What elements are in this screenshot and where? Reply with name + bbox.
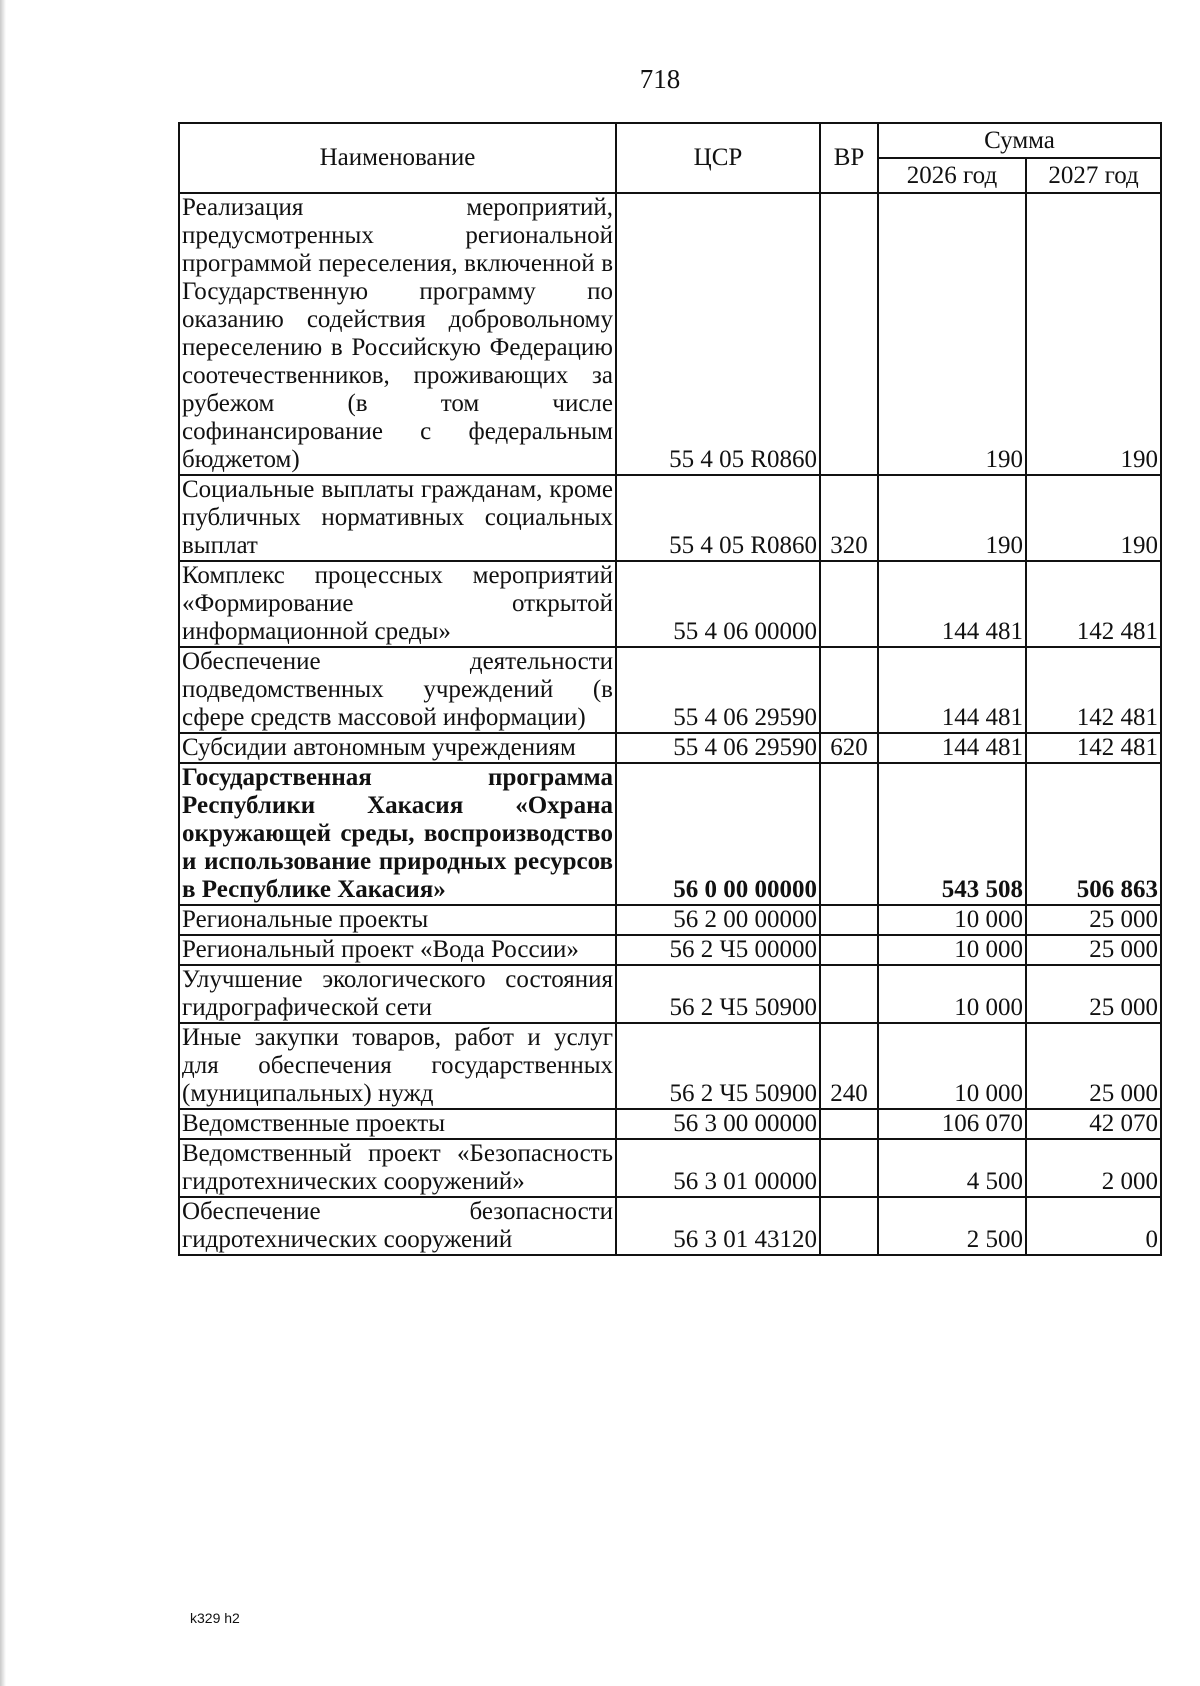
row-name: Комплекс процессных мероприятий «Формирование открытой информационной среды» xyxy=(179,561,616,647)
table-header xyxy=(179,123,1161,193)
row-sum-2027: 190 xyxy=(1026,475,1161,561)
row-sum-2027: 25 000 xyxy=(1026,965,1161,1023)
row-sum-2026: 144 481 xyxy=(878,647,1026,733)
row-vr xyxy=(820,905,878,935)
table-row xyxy=(179,475,1161,561)
row-name: Улучшение экологического состояния гидрографической сети xyxy=(179,965,616,1023)
header-sum: Сумма xyxy=(878,123,1161,158)
row-name: Ведомственные проекты xyxy=(179,1109,616,1139)
header-name: Наименование xyxy=(179,123,616,193)
table-row xyxy=(179,935,1161,965)
budget-table xyxy=(178,122,1162,1256)
row-sum-2027: 506 863 xyxy=(1026,763,1161,905)
row-csr: 55 4 06 29590 xyxy=(616,647,820,733)
row-csr: 56 3 01 43120 xyxy=(616,1197,820,1255)
row-sum-2027: 142 481 xyxy=(1026,733,1161,763)
row-sum-2026: 10 000 xyxy=(878,965,1026,1023)
row-sum-2027: 2 000 xyxy=(1026,1139,1161,1197)
row-sum-2027: 25 000 xyxy=(1026,905,1161,935)
row-vr xyxy=(820,1197,878,1255)
table-row xyxy=(179,1109,1161,1139)
row-sum-2026: 4 500 xyxy=(878,1139,1026,1197)
row-vr xyxy=(820,647,878,733)
row-csr: 55 4 06 00000 xyxy=(616,561,820,647)
row-csr: 55 4 05 R0860 xyxy=(616,193,820,475)
row-sum-2027: 0 xyxy=(1026,1197,1161,1255)
scan-left-edge xyxy=(0,0,6,1686)
table-row xyxy=(179,193,1161,475)
table-row xyxy=(179,965,1161,1023)
row-vr xyxy=(820,763,878,905)
header-year-2027: 2027 год xyxy=(1026,158,1161,193)
table-row xyxy=(179,905,1161,935)
row-sum-2026: 10 000 xyxy=(878,1023,1026,1109)
row-sum-2027: 42 070 xyxy=(1026,1109,1161,1139)
row-name: Региональные проекты xyxy=(179,905,616,935)
row-csr: 56 2 00 00000 xyxy=(616,905,820,935)
header-vr: ВР xyxy=(820,123,878,193)
row-sum-2026: 144 481 xyxy=(878,561,1026,647)
row-sum-2027: 142 481 xyxy=(1026,561,1161,647)
row-csr: 56 0 00 00000 xyxy=(616,763,820,905)
row-name: Обеспечение деятельности подведомственных учреждений (в сфере средств массовой информации) xyxy=(179,647,616,733)
header-year-2026: 2026 год xyxy=(878,158,1026,193)
row-sum-2026: 543 508 xyxy=(878,763,1026,905)
row-sum-2026: 190 xyxy=(878,475,1026,561)
row-vr xyxy=(820,1109,878,1139)
row-sum-2026: 10 000 xyxy=(878,905,1026,935)
table-row xyxy=(179,763,1161,905)
row-vr xyxy=(820,561,878,647)
row-sum-2027: 25 000 xyxy=(1026,935,1161,965)
row-name: Реализация мероприятий, предусмотренных региональной программой переселения, включенной в Государственную программу по оказанию содействия добровольному переселению в Российскую Федерацию соотечественников, проживающих за рубежом (в том числе софинансирование с федеральным бюджетом) xyxy=(179,193,616,475)
row-csr: 56 3 01 00000 xyxy=(616,1139,820,1197)
table-row xyxy=(179,1139,1161,1197)
row-name: Обеспечение безопасности гидротехнических сооружений xyxy=(179,1197,616,1255)
row-name: Субсидии автономным учреждениям xyxy=(179,733,616,763)
row-csr: 56 3 00 00000 xyxy=(616,1109,820,1139)
header-csr: ЦСР xyxy=(616,123,820,193)
row-name: Государственная программа Республики Хакасия «Охрана окружающей среды, воспроизводство и использование природных ресурсов в Республике Хакасия» xyxy=(179,763,616,905)
row-csr: 55 4 05 R0860 xyxy=(616,475,820,561)
row-vr: 620 xyxy=(820,733,878,763)
table-body xyxy=(179,193,1161,1255)
row-csr: 56 2 Ч5 50900 xyxy=(616,965,820,1023)
row-vr xyxy=(820,193,878,475)
row-sum-2027: 25 000 xyxy=(1026,1023,1161,1109)
row-sum-2026: 2 500 xyxy=(878,1197,1026,1255)
footer-code: k329 h2 xyxy=(190,1610,240,1626)
page-number: 718 xyxy=(639,64,681,94)
row-vr: 320 xyxy=(820,475,878,561)
row-sum-2026: 106 070 xyxy=(878,1109,1026,1139)
row-name: Региональный проект «Вода России» xyxy=(179,935,616,965)
row-vr xyxy=(820,1139,878,1197)
row-vr: 240 xyxy=(820,1023,878,1109)
table-row xyxy=(179,647,1161,733)
row-csr: 55 4 06 29590 xyxy=(616,733,820,763)
row-name: Социальные выплаты гражданам, кроме публичных нормативных социальных выплат xyxy=(179,475,616,561)
table-row xyxy=(179,1197,1161,1255)
row-sum-2026: 10 000 xyxy=(878,935,1026,965)
row-csr: 56 2 Ч5 00000 xyxy=(616,935,820,965)
row-sum-2027: 142 481 xyxy=(1026,647,1161,733)
table-row xyxy=(179,733,1161,763)
row-sum-2027: 190 xyxy=(1026,193,1161,475)
row-vr xyxy=(820,935,878,965)
row-csr: 56 2 Ч5 50900 xyxy=(616,1023,820,1109)
row-name: Иные закупки товаров, работ и услуг для обеспечения государственных (муниципальных) нужд xyxy=(179,1023,616,1109)
table-row xyxy=(179,1023,1161,1109)
row-sum-2026: 190 xyxy=(878,193,1026,475)
row-name: Ведомственный проект «Безопасность гидротехнических сооружений» xyxy=(179,1139,616,1197)
table-row xyxy=(179,561,1161,647)
row-vr xyxy=(820,965,878,1023)
row-sum-2026: 144 481 xyxy=(878,733,1026,763)
